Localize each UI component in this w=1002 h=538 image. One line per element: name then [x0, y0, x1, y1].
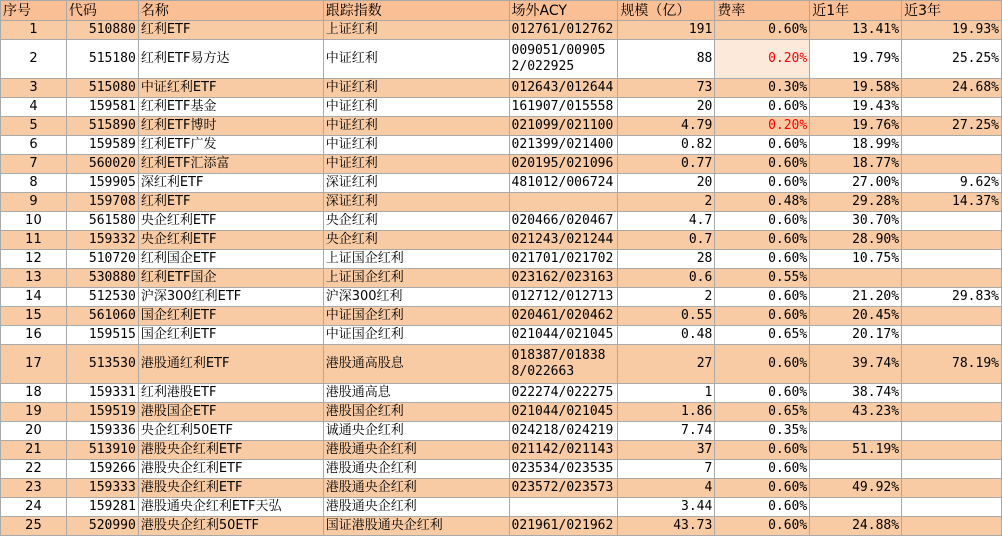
cell-acy[interactable]: 012712/012713 — [509, 288, 618, 307]
cell-no[interactable]: 17 — [1, 345, 67, 384]
cell-fee[interactable]: 0.30% — [715, 79, 810, 98]
cell-code[interactable]: 159708 — [66, 193, 138, 212]
cell-3y[interactable]: 24.68% — [902, 79, 1002, 98]
table-body — [1, 21, 1002, 536]
table-row — [1, 193, 1002, 212]
cell-3y[interactable] — [902, 441, 1002, 460]
table-row — [1, 21, 1002, 40]
cell-no[interactable]: 21 — [1, 441, 67, 460]
cell-code[interactable]: 561060 — [66, 307, 138, 326]
table-row — [1, 174, 1002, 193]
table-row — [1, 212, 1002, 231]
cell-index[interactable]: 港股通央企红利 — [323, 479, 509, 498]
cell-1y[interactable]: 19.76% — [810, 117, 902, 136]
cell-name[interactable]: 港股通红利ETF — [138, 345, 323, 384]
cell-acy[interactable]: 021243/021244 — [509, 231, 618, 250]
cell-index[interactable]: 中证红利 — [323, 79, 509, 98]
cell-1y[interactable]: 10.75% — [810, 250, 902, 269]
cell-acy[interactable]: 021701/021702 — [509, 250, 618, 269]
cell-name[interactable]: 红利ETF汇添富 — [138, 155, 323, 174]
cell-acy[interactable]: 021044/021045 — [509, 326, 618, 345]
cell-3y[interactable] — [902, 155, 1002, 174]
cell-code[interactable]: 510880 — [66, 21, 138, 40]
cell-code[interactable]: 515180 — [66, 40, 138, 79]
cell-index[interactable]: 中证红利 — [323, 40, 509, 79]
cell-3y[interactable] — [902, 231, 1002, 250]
cell-name[interactable]: 红利ETF易方达 — [138, 40, 323, 79]
cell-name[interactable]: 港股国企ETF — [138, 403, 323, 422]
cell-acy[interactable]: 022274/022275 — [509, 384, 618, 403]
cell-no[interactable]: 1 — [1, 21, 67, 40]
cell-name[interactable]: 央企红利50ETF — [138, 422, 323, 441]
cell-name[interactable]: 红利ETF — [138, 21, 323, 40]
cell-1y[interactable]: 24.88% — [810, 517, 902, 536]
cell-scale[interactable]: 37 — [618, 441, 715, 460]
cell-index[interactable]: 央企红利 — [323, 212, 509, 231]
cell-scale[interactable]: 4.79 — [618, 117, 715, 136]
cell-index[interactable]: 上证国企红利 — [323, 250, 509, 269]
cell-acy[interactable]: 021099/021100 — [509, 117, 618, 136]
table-row — [1, 136, 1002, 155]
cell-1y[interactable]: 19.43% — [810, 98, 902, 117]
cell-code[interactable]: 159905 — [66, 174, 138, 193]
cell-scale[interactable]: 0.7 — [618, 231, 715, 250]
cell-3y[interactable]: 29.83% — [902, 288, 1002, 307]
cell-fee[interactable]: 0.65% — [715, 403, 810, 422]
cell-code[interactable]: 512530 — [66, 288, 138, 307]
cell-name[interactable]: 港股央企红利ETF — [138, 441, 323, 460]
cell-1y[interactable]: 19.58% — [810, 79, 902, 98]
cell-scale[interactable]: 2 — [618, 193, 715, 212]
cell-index[interactable]: 港股通高息 — [323, 384, 509, 403]
cell-fee[interactable]: 0.60% — [715, 98, 810, 117]
cell-index[interactable]: 中证国企红利 — [323, 307, 509, 326]
cell-name[interactable]: 深红利ETF — [138, 174, 323, 193]
cell-1y[interactable]: 18.99% — [810, 136, 902, 155]
table-row — [1, 79, 1002, 98]
cell-3y[interactable]: 78.19% — [902, 345, 1002, 384]
cell-scale[interactable]: 0.55 — [618, 307, 715, 326]
cell-3y[interactable] — [902, 269, 1002, 288]
cell-3y[interactable]: 19.93% — [902, 21, 1002, 40]
cell-3y[interactable]: 27.25% — [902, 117, 1002, 136]
cell-1y[interactable]: 51.19% — [810, 441, 902, 460]
cell-index[interactable]: 上证红利 — [323, 21, 509, 40]
cell-no[interactable]: 6 — [1, 136, 67, 155]
cell-fee[interactable]: 0.60% — [715, 517, 810, 536]
cell-index[interactable]: 中证红利 — [323, 136, 509, 155]
cell-code[interactable]: 515890 — [66, 117, 138, 136]
cell-no[interactable]: 2 — [1, 40, 67, 79]
cell-fee[interactable]: 0.35% — [715, 422, 810, 441]
cell-no[interactable]: 12 — [1, 250, 67, 269]
cell-index[interactable]: 央企红利 — [323, 231, 509, 250]
cell-no[interactable]: 14 — [1, 288, 67, 307]
header-cell[interactable]: 代码 — [66, 1, 138, 21]
cell-code[interactable]: 159331 — [66, 384, 138, 403]
cell-scale[interactable]: 20 — [618, 174, 715, 193]
cell-acy[interactable]: 012643/012644 — [509, 79, 618, 98]
cell-scale[interactable]: 2 — [618, 288, 715, 307]
cell-code[interactable]: 159515 — [66, 326, 138, 345]
cell-index[interactable]: 沪深300红利 — [323, 288, 509, 307]
cell-fee[interactable]: 0.60% — [715, 136, 810, 155]
cell-acy[interactable] — [509, 498, 618, 517]
cell-index[interactable]: 中证红利 — [323, 98, 509, 117]
cell-3y[interactable] — [902, 98, 1002, 117]
cell-scale[interactable]: 1.86 — [618, 403, 715, 422]
cell-index[interactable]: 中证红利 — [323, 155, 509, 174]
table-row — [1, 498, 1002, 517]
cell-name[interactable]: 央企红利ETF — [138, 231, 323, 250]
cell-3y[interactable] — [902, 498, 1002, 517]
cell-acy[interactable]: 018387/018388/022663 — [509, 345, 618, 384]
cell-name[interactable]: 红利ETF博时 — [138, 117, 323, 136]
cell-code[interactable]: 159519 — [66, 403, 138, 422]
table-row — [1, 460, 1002, 479]
table-row — [1, 422, 1002, 441]
header-cell[interactable]: 跟踪指数 — [323, 1, 509, 21]
cell-acy[interactable]: 481012/006724 — [509, 174, 618, 193]
cell-name[interactable]: 中证红利ETF — [138, 79, 323, 98]
cell-no[interactable]: 3 — [1, 79, 67, 98]
cell-no[interactable]: 4 — [1, 98, 67, 117]
cell-code[interactable]: 159266 — [66, 460, 138, 479]
cell-index[interactable]: 深证红利 — [323, 174, 509, 193]
cell-code[interactable]: 159589 — [66, 136, 138, 155]
cell-code[interactable]: 560020 — [66, 155, 138, 174]
cell-code[interactable]: 159581 — [66, 98, 138, 117]
cell-code[interactable]: 530880 — [66, 269, 138, 288]
cell-scale[interactable]: 88 — [618, 40, 715, 79]
table-row — [1, 307, 1002, 326]
table-row — [1, 117, 1002, 136]
cell-name[interactable]: 沪深300红利ETF — [138, 288, 323, 307]
cell-acy[interactable]: 021142/021143 — [509, 441, 618, 460]
cell-fee[interactable]: 0.60% — [715, 384, 810, 403]
cell-fee[interactable]: 0.55% — [715, 269, 810, 288]
header-cell[interactable]: 近1年 — [810, 1, 902, 21]
cell-1y[interactable] — [810, 269, 902, 288]
cell-acy[interactable]: 023534/023535 — [509, 460, 618, 479]
cell-name[interactable]: 红利ETF广发 — [138, 136, 323, 155]
cell-fee[interactable]: 0.60% — [715, 174, 810, 193]
cell-code[interactable]: 159332 — [66, 231, 138, 250]
cell-index[interactable]: 港股通央企红利 — [323, 441, 509, 460]
cell-1y[interactable]: 43.23% — [810, 403, 902, 422]
table-row — [1, 403, 1002, 422]
cell-name[interactable]: 央企红利ETF — [138, 212, 323, 231]
cell-fee[interactable]: 0.60% — [715, 231, 810, 250]
cell-1y[interactable]: 39.74% — [810, 345, 902, 384]
cell-name[interactable]: 港股通央企红利ETF天弘 — [138, 498, 323, 517]
cell-acy[interactable]: 021399/021400 — [509, 136, 618, 155]
cell-3y[interactable]: 9.62% — [902, 174, 1002, 193]
cell-name[interactable]: 港股央企红利ETF — [138, 460, 323, 479]
cell-code[interactable]: 159336 — [66, 422, 138, 441]
cell-scale[interactable]: 4 — [618, 479, 715, 498]
cell-fee[interactable]: 0.60% — [715, 307, 810, 326]
cell-acy[interactable]: 021044/021045 — [509, 403, 618, 422]
cell-1y[interactable]: 29.28% — [810, 193, 902, 212]
cell-3y[interactable] — [902, 384, 1002, 403]
cell-1y[interactable]: 18.77% — [810, 155, 902, 174]
cell-acy[interactable]: 009051/009052/022925 — [509, 40, 618, 79]
table-row — [1, 345, 1002, 384]
cell-fee[interactable]: 0.20% — [715, 117, 810, 136]
cell-scale[interactable]: 73 — [618, 79, 715, 98]
cell-3y[interactable] — [902, 422, 1002, 441]
header-cell[interactable]: 费率 — [715, 1, 810, 21]
cell-1y[interactable]: 19.79% — [810, 40, 902, 79]
cell-3y[interactable] — [902, 479, 1002, 498]
cell-code[interactable]: 515080 — [66, 79, 138, 98]
cell-code[interactable]: 159333 — [66, 479, 138, 498]
cell-1y[interactable]: 13.41% — [810, 21, 902, 40]
cell-code[interactable]: 561580 — [66, 212, 138, 231]
cell-scale[interactable]: 0.6 — [618, 269, 715, 288]
cell-fee[interactable]: 0.60% — [715, 441, 810, 460]
cell-name[interactable]: 港股央企红利ETF — [138, 479, 323, 498]
table-row — [1, 384, 1002, 403]
cell-index[interactable]: 港股通央企红利 — [323, 498, 509, 517]
cell-1y[interactable]: 38.74% — [810, 384, 902, 403]
cell-1y[interactable]: 20.45% — [810, 307, 902, 326]
cell-fee[interactable]: 0.65% — [715, 326, 810, 345]
table-row — [1, 40, 1002, 79]
cell-fee[interactable]: 0.60% — [715, 345, 810, 384]
cell-1y[interactable]: 27.00% — [810, 174, 902, 193]
header-cell[interactable]: 名称 — [138, 1, 323, 21]
cell-acy[interactable]: 020195/021096 — [509, 155, 618, 174]
cell-no[interactable]: 22 — [1, 460, 67, 479]
cell-scale[interactable]: 1 — [618, 384, 715, 403]
table-row — [1, 441, 1002, 460]
table-row — [1, 155, 1002, 174]
table-row — [1, 98, 1002, 117]
cell-fee[interactable]: 0.20% — [715, 40, 810, 79]
cell-3y[interactable] — [902, 250, 1002, 269]
cell-3y[interactable] — [902, 326, 1002, 345]
cell-index[interactable]: 港股通高股息 — [323, 345, 509, 384]
cell-3y[interactable]: 25.25% — [902, 40, 1002, 79]
cell-index[interactable]: 深证红利 — [323, 193, 509, 212]
cell-no[interactable]: 15 — [1, 307, 67, 326]
cell-acy[interactable]: 023162/023163 — [509, 269, 618, 288]
cell-no[interactable]: 20 — [1, 422, 67, 441]
cell-3y[interactable] — [902, 403, 1002, 422]
cell-index[interactable]: 中证国企红利 — [323, 326, 509, 345]
cell-acy[interactable]: 020461/020462 — [509, 307, 618, 326]
cell-no[interactable]: 8 — [1, 174, 67, 193]
header-row — [1, 1, 1002, 21]
table-row — [1, 250, 1002, 269]
cell-name[interactable]: 红利港股ETF — [138, 384, 323, 403]
cell-1y[interactable] — [810, 498, 902, 517]
cell-acy[interactable]: 023572/023573 — [509, 479, 618, 498]
cell-3y[interactable] — [902, 307, 1002, 326]
cell-acy[interactable]: 012761/012762 — [509, 21, 618, 40]
cell-fee[interactable]: 0.60% — [715, 460, 810, 479]
cell-no[interactable]: 25 — [1, 517, 67, 536]
cell-3y[interactable] — [902, 136, 1002, 155]
cell-no[interactable]: 23 — [1, 479, 67, 498]
cell-no[interactable]: 16 — [1, 326, 67, 345]
cell-index[interactable]: 港股国企红利 — [323, 403, 509, 422]
cell-scale[interactable]: 27 — [618, 345, 715, 384]
cell-1y[interactable] — [810, 460, 902, 479]
cell-name[interactable]: 红利国企ETF — [138, 250, 323, 269]
cell-name[interactable]: 国企红利ETF — [138, 307, 323, 326]
cell-acy[interactable]: 020466/020467 — [509, 212, 618, 231]
cell-3y[interactable] — [902, 460, 1002, 479]
cell-scale[interactable]: 43.73 — [618, 517, 715, 536]
table-row — [1, 517, 1002, 536]
cell-fee[interactable]: 0.60% — [715, 288, 810, 307]
cell-scale[interactable]: 20 — [618, 98, 715, 117]
cell-no[interactable]: 11 — [1, 231, 67, 250]
cell-fee[interactable]: 0.60% — [715, 250, 810, 269]
cell-name[interactable]: 红利ETF基金 — [138, 98, 323, 117]
cell-acy[interactable]: 161907/015558 — [509, 98, 618, 117]
table-row — [1, 288, 1002, 307]
table-row — [1, 479, 1002, 498]
cell-fee[interactable]: 0.60% — [715, 479, 810, 498]
cell-index[interactable]: 中证红利 — [323, 117, 509, 136]
cell-index[interactable]: 国证港股通央企红利 — [323, 517, 509, 536]
cell-name[interactable]: 红利ETF — [138, 193, 323, 212]
cell-3y[interactable] — [902, 212, 1002, 231]
cell-scale[interactable]: 0.48 — [618, 326, 715, 345]
cell-code[interactable]: 159281 — [66, 498, 138, 517]
cell-scale[interactable]: 3.44 — [618, 498, 715, 517]
table-row — [1, 231, 1002, 250]
cell-no[interactable]: 10 — [1, 212, 67, 231]
cell-scale[interactable]: 7 — [618, 460, 715, 479]
cell-1y[interactable] — [810, 422, 902, 441]
cell-3y[interactable]: 14.37% — [902, 193, 1002, 212]
cell-1y[interactable]: 28.90% — [810, 231, 902, 250]
table-row — [1, 326, 1002, 345]
cell-1y[interactable]: 21.20% — [810, 288, 902, 307]
cell-name[interactable]: 红利ETF国企 — [138, 269, 323, 288]
header-cell[interactable]: 序号 — [1, 1, 67, 21]
cell-no[interactable]: 7 — [1, 155, 67, 174]
cell-scale[interactable]: 28 — [618, 250, 715, 269]
cell-no[interactable]: 5 — [1, 117, 67, 136]
cell-index[interactable]: 港股通央企红利 — [323, 460, 509, 479]
cell-1y[interactable]: 20.17% — [810, 326, 902, 345]
cell-fee[interactable]: 0.60% — [715, 212, 810, 231]
cell-acy[interactable]: 024218/024219 — [509, 422, 618, 441]
cell-fee[interactable]: 0.48% — [715, 193, 810, 212]
cell-code[interactable]: 520990 — [66, 517, 138, 536]
cell-acy[interactable] — [509, 193, 618, 212]
cell-scale[interactable]: 0.82 — [618, 136, 715, 155]
cell-index[interactable]: 诚通央企红利 — [323, 422, 509, 441]
cell-code[interactable]: 513910 — [66, 441, 138, 460]
cell-fee[interactable]: 0.60% — [715, 21, 810, 40]
cell-scale[interactable]: 191 — [618, 21, 715, 40]
cell-no[interactable]: 18 — [1, 384, 67, 403]
cell-1y[interactable]: 49.92% — [810, 479, 902, 498]
header-cell[interactable]: 近3年 — [902, 1, 1002, 21]
cell-no[interactable]: 9 — [1, 193, 67, 212]
cell-scale[interactable]: 4.7 — [618, 212, 715, 231]
cell-acy[interactable]: 021961/021962 — [509, 517, 618, 536]
cell-no[interactable]: 24 — [1, 498, 67, 517]
cell-fee[interactable]: 0.60% — [715, 155, 810, 174]
cell-1y[interactable]: 30.70% — [810, 212, 902, 231]
cell-name[interactable]: 国企红利ETF — [138, 326, 323, 345]
table-row — [1, 269, 1002, 288]
cell-3y[interactable] — [902, 517, 1002, 536]
cell-index[interactable]: 上证国企红利 — [323, 269, 509, 288]
cell-scale[interactable]: 0.77 — [618, 155, 715, 174]
cell-no[interactable]: 19 — [1, 403, 67, 422]
cell-fee[interactable]: 0.60% — [715, 498, 810, 517]
cell-no[interactable]: 13 — [1, 269, 67, 288]
cell-code[interactable]: 510720 — [66, 250, 138, 269]
cell-scale[interactable]: 7.74 — [618, 422, 715, 441]
header-cell[interactable]: 场外ACY — [509, 1, 618, 21]
cell-name[interactable]: 港股央企红利50ETF — [138, 517, 323, 536]
cell-code[interactable]: 513530 — [66, 345, 138, 384]
header-cell[interactable]: 规模（亿） — [618, 1, 715, 21]
